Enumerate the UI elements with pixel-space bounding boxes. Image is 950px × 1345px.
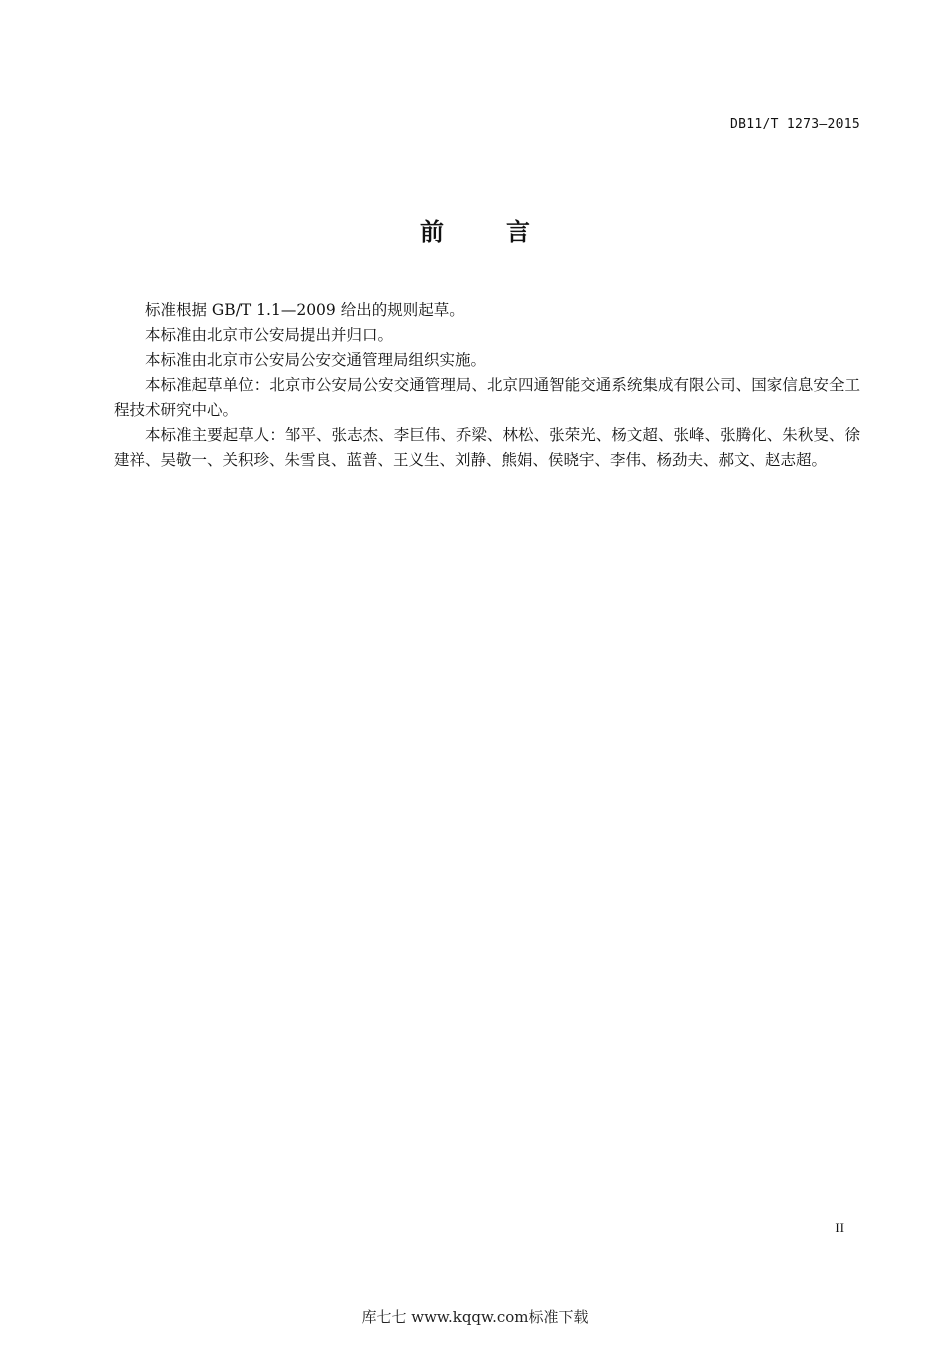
page-title — [0, 212, 950, 247]
title-char-2: 言 — [506, 218, 530, 246]
paragraph-drafting-rules: 标准根据 GB/T 1.1—2009 给出的规则起草。 — [145, 301, 465, 319]
title-char-1: 前 — [420, 218, 444, 246]
paragraph-implementer: 本标准由北京市公安局公安交通管理局组织实施。 — [145, 351, 487, 369]
page-number: II — [835, 1220, 844, 1235]
document-code: DB11/T 1273—2015 — [729, 117, 860, 132]
foreword-body — [114, 298, 860, 473]
footer-watermark-text: 库七七 www.kqqw.com标准下载 — [361, 1308, 589, 1326]
paragraph-proposer: 本标准由北京市公安局提出并归口。 — [145, 326, 394, 344]
paragraph-drafting-units: 本标准起草单位：北京市公安局公安交通管理局、北京四通智能交通系统集成有限公司、国家信息安全工程技术研究中心。 — [114, 376, 860, 419]
paragraph-drafters: 本标准主要起草人：邹平、张志杰、李巨伟、乔梁、林松、张荣光、杨文超、张峰、张腾化、朱秋旻、徐建祥、吴敬一、关积珍、朱雪良、蓝普、王义生、刘静、熊娟、侯晓宇、李伟、杨劲夫、郝文、赵志超。 — [114, 426, 860, 469]
